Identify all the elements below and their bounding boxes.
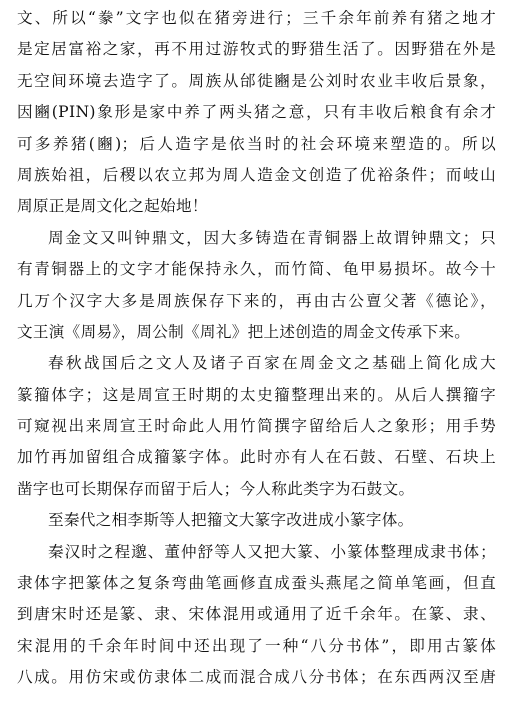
text-line: 秦汉时之程邈、董仲舒等人又把大篆、小篆体整理成隶书体； [48,542,496,561]
paragraph-zhou-script [17,348,496,505]
text-line: 周族始祖，后稷以农立邦为周人造金文创造了优裕条件；而岐山 [17,165,496,184]
text-line: 可多养猪(豳)；后人造字是依当时的社会环境来塑造的。所以 [17,134,496,153]
text-line: 因豳(PIN)象形是家中养了两头猪之意，只有丰收后粮食有余才 [17,103,496,122]
text-line: 春秋战国后之文人及诸子百家在周金文之基础上简化成大 [48,354,496,373]
text-line: 文王演《周易》，周公制《周礼》把上述创造的周金文传承下来。 [17,322,471,341]
text-line: 文、所以“豢”文字也似在猪旁进行；三千余年前养有猪之地才 [17,9,496,27]
text-line: 隶体字把篆体之复条弯曲笔画修直成蚕头燕尾之简单笔画，但直 [17,574,496,593]
paragraph-pig-ideograph [17,3,496,223]
text-line: 到唐宋时还是篆、隶、宋体混用或通用了近千余年。在篆、隶、 [17,605,496,624]
paragraph-bronze-inscriptions [17,223,496,349]
text-line: 无空间环境去造字了。周族从邰徙豳是公刘时农业丰收后景象， [17,71,496,90]
text-line: 周原正是周文化之起始地！ [17,197,208,216]
text-line: 宋混用的千余年时间中还出现了一种“八分书体”，即用古篆体 [17,636,496,655]
text-line: 可窥视出来周宣王时命此人用竹简撰字留给后人之象形；用手势 [17,417,496,436]
text-line: 是定居富裕之家，再不用过游牧式的野猎生活了。因野猎在外是 [17,40,496,59]
paragraph-clerical-script [17,537,496,694]
text-line: 凿字也可长期保存而留于后人；今人称此类字为石鼓文。 [17,479,415,498]
text-line: 有青铜器上的文字才能保持永久，而竹简、龟甲易损坏。故今十 [17,260,496,279]
text-line: 八成。用仿宋或仿隶体二成而混合成八分书体；在东西两汉至唐 [17,668,496,687]
paragraph-small-seal [17,505,496,536]
text-line: 加竹再加留组合成籀篆字体。此时亦有人在石鼓、石壁、石块上 [17,448,496,467]
text-line: 至秦代之相李斯等人把籀文大篆字改进成小篆字体。 [48,511,414,530]
text-line: 篆籀体字；这是周宣王时期的太史籀整理出来的。从后人撰籀字 [17,385,496,404]
text-line: 周金文又叫钟鼎文，因大多铸造在青铜器上故谓钟鼎文；只 [48,228,496,247]
text-line: 几万个汉字大多是周族保存下来的，再由古公亶父著《德论》， [17,291,496,310]
